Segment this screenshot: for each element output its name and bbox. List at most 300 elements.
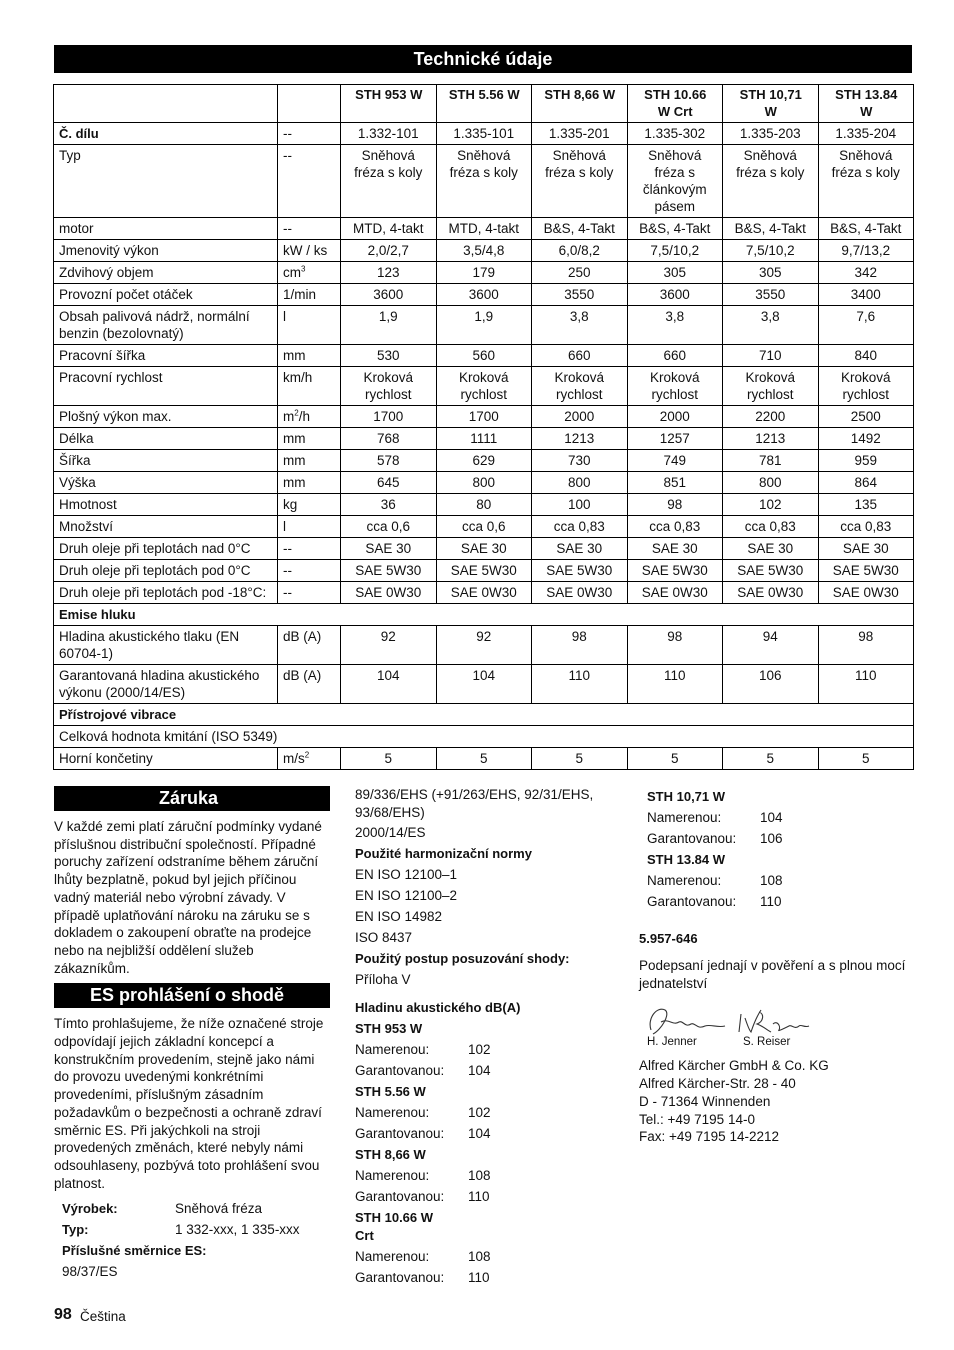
value-cell: 3550 [532,284,628,306]
value-cell: 851 [627,472,723,494]
row-label: Výška [54,472,278,494]
value-cell: 36 [341,494,437,516]
type-label: Typ: [62,1222,89,1238]
unit-text: -- [283,126,292,141]
row-label: Pracovní rychlost [54,367,278,406]
unit-text: m/s [283,751,305,766]
row-unit [278,450,341,472]
model-header: STH 10.66 W Crt [627,85,723,123]
value-cell: 123 [341,262,437,284]
value-cell: 2500 [818,406,914,428]
product-row [54,1198,330,1219]
value-cell: 102 [723,494,819,516]
page-language: Čeština [80,1309,126,1324]
row-label: Zdvihový objem [54,262,278,284]
value-cell: 80 [436,494,532,516]
header-empty-cell [278,85,341,123]
value-cell: SAE 5W30 [341,560,437,582]
table-row [54,472,914,494]
unit-text: mm [283,348,306,363]
table-row [54,406,914,428]
value-cell: 781 [723,450,819,472]
unit-text: mm [283,431,306,446]
row-label: Provozní počet otáček [54,284,278,306]
value-cell: 7,5/10,2 [627,240,723,262]
value-cell: 5 [723,748,819,770]
row-label: Druh oleje při teplotách nad 0°C [54,538,278,560]
header-empty-cell [54,85,278,123]
value-cell: SAE 30 [818,538,914,560]
row-unit [278,494,341,516]
value-cell: SAE 0W30 [532,582,628,604]
standard-item: ISO 8437 [355,930,413,945]
value-cell: 710 [723,345,819,367]
value-cell: 92 [436,626,532,665]
value-cell: B&S, 4-Takt [532,218,628,240]
value-cell: Kroková rychlost [532,367,628,406]
value-cell: 1700 [341,406,437,428]
row-label: Druh oleje při teplotách pod -18°C: [54,582,278,604]
table-row [54,560,914,582]
conformity-heading: ES prohlášení o shodě [54,983,330,1008]
value-cell: 2,0/2,7 [341,240,437,262]
unit-text: km/h [283,370,313,385]
table-row [54,665,914,704]
row-label: Pracovní šířka [54,345,278,367]
table-row [54,582,914,604]
noise-pair-label: Garantovanou: [355,1270,445,1285]
value-cell: 3,8 [532,306,628,345]
address-line: Alfred Kärcher-Str. 28 - 40 [639,1076,796,1092]
value-cell: Kroková rychlost [723,367,819,406]
value-cell: SAE 5W30 [532,560,628,582]
standard-item: EN ISO 12100–2 [355,888,458,903]
noise-model: STH 13.84 W [647,852,726,867]
value-cell: MTD, 4-takt [436,218,532,240]
model-header: STH 8,66 W [532,85,628,123]
row-unit [278,665,341,704]
value-cell: 660 [627,345,723,367]
value-cell: 3400 [818,284,914,306]
table-row [54,145,914,218]
address-line: Tel.: +49 7195 14-0 [639,1111,755,1127]
row-unit [278,582,341,604]
company-address [639,1057,909,1146]
noise-pair-label: Namerenou: [355,1249,430,1264]
value-cell: 530 [341,345,437,367]
noise-pair [647,891,909,912]
value-cell: 1492 [818,428,914,450]
unit-text: dB (A) [283,668,322,683]
row-unit [278,145,341,218]
value-cell: 1111 [436,428,532,450]
value-cell: 100 [532,494,628,516]
directives-label: Příslušné směrnice ES: [62,1243,207,1259]
row-unit [278,262,341,284]
unit-text: kW / ks [283,243,328,258]
row-unit [278,345,341,367]
value-cell: 110 [627,665,723,704]
left-column [54,786,330,1282]
value-cell: 5 [532,748,628,770]
value-cell: 1.335-201 [532,123,628,145]
spec-table [53,84,914,770]
product-label: Výrobek: [62,1201,118,1217]
value-cell: 110 [818,665,914,704]
warranty-text: V každé zemi platí záruční podmínky vydané příslušnou distribuční společností. Případné poruchy zařízení odstraníme během záruční lhůty bezplatně, pokud byl jejich příčinou vadný materiál nebo výrobní závady. V případě uplatňování nároku na záruku se s dokladem o zakoupení obraťte na prodejce nebo na nejbližší oddělení služeb zákazníkům. [54,819,322,976]
directive-item: 2000/14/ES [355,825,426,840]
table-row [54,516,914,538]
noise-pair-label: Garantovanou: [355,1063,445,1078]
procedure-label: Použitý postup posuzování shody: [355,951,570,966]
noise-pair [355,1123,625,1144]
table-row [54,494,914,516]
unit-text: l [283,519,286,534]
noise-pair-value: 104 [760,810,783,825]
value-cell: cca 0,6 [436,516,532,538]
value-cell: 3600 [627,284,723,306]
table-row [54,428,914,450]
value-cell: 106 [723,665,819,704]
row-label: Druh oleje při teplotách pod 0°C [54,560,278,582]
value-cell: 5 [627,748,723,770]
value-cell: 730 [532,450,628,472]
value-cell: 840 [818,345,914,367]
row-label: Hladina akustického tlaku (EN 60704-1) [54,626,278,665]
value-cell: 1.335-203 [723,123,819,145]
value-cell: 5 [341,748,437,770]
value-cell: 98 [627,494,723,516]
doc-number: 5.957-646 [639,931,698,946]
row-unit [278,748,341,770]
unit-text: l [283,309,286,324]
row-unit [278,284,341,306]
value-cell: SAE 0W30 [818,582,914,604]
middle-column [355,786,625,1288]
noise-model: STH 10,71 W [647,789,726,804]
noise-pair-value: 102 [468,1105,491,1120]
value-cell: 1213 [532,428,628,450]
row-unit [278,560,341,582]
value-cell: Kroková rychlost [436,367,532,406]
value-cell: 560 [436,345,532,367]
address-line: D - 71364 Winnenden [639,1093,771,1109]
standards-label: Použité harmonizační normy [355,846,532,861]
noise-pair-label: Garantovanou: [647,894,737,909]
noise-list [355,1018,625,1288]
table-header-row [54,85,914,123]
value-cell: SAE 0W30 [341,582,437,604]
noise-pair-label: Garantovanou: [647,831,737,846]
value-cell: 305 [627,262,723,284]
row-unit [278,406,341,428]
value-cell: SAE 5W30 [723,560,819,582]
value-cell: 5 [818,748,914,770]
value-cell: 250 [532,262,628,284]
row-unit [278,123,341,145]
row-unit [278,538,341,560]
table-row [54,726,914,748]
noise-pair-label: Namerenou: [647,810,722,825]
table-row [54,604,914,626]
noise-pair [355,1102,625,1123]
value-cell: 1.335-302 [627,123,723,145]
directive-item: 89/336/EHS (+91/263/EHS, 92/31/EHS, 93/68/EHS) [355,787,594,820]
right-column [639,786,909,1146]
value-cell: 578 [341,450,437,472]
row-label: Hmotnost [54,494,278,516]
noise-pair-value: 108 [468,1249,491,1264]
noise-pair [355,1060,625,1081]
value-cell: 1,9 [436,306,532,345]
unit-text: -- [283,148,292,163]
unit-text: m [283,409,295,424]
noise-pair [355,1267,625,1288]
page-title: Technické údaje [54,45,912,73]
value-cell: cca 0,83 [627,516,723,538]
noise-pair-label: Namerenou: [647,873,722,888]
warranty-heading: Záruka [54,786,330,811]
procedure-value: Příloha V [355,972,411,987]
value-cell: Sněhová fréza s koly [723,145,819,218]
signed-text: Podepsaní jednají v pověření a s plnou mocí jednatelství [639,958,906,991]
signatures [639,1000,909,1040]
unit-suffix: /h [298,409,310,424]
type-row [54,1219,330,1240]
value-cell: 92 [341,626,437,665]
noise-pair [647,870,909,891]
row-label: Garantovaná hladina akustického výkonu (2000/14/ES) [54,665,278,704]
value-cell: 98 [818,626,914,665]
value-cell: Sněhová fréza s koly [532,145,628,218]
row-unit [278,367,341,406]
address-line: Fax: +49 7195 14-2212 [639,1129,779,1145]
value-cell: cca 0,83 [532,516,628,538]
value-cell: 2200 [723,406,819,428]
noise-pair-label: Garantovanou: [355,1126,445,1141]
value-cell: 98 [627,626,723,665]
signer-1: H. Jenner [647,1036,697,1049]
value-cell: cca 0,83 [818,516,914,538]
model-header: STH 5.56 W [436,85,532,123]
table-row [54,450,914,472]
value-cell: 1213 [723,428,819,450]
noise-pair-value: 110 [468,1270,490,1285]
unit-text: -- [283,221,292,236]
unit-text: -- [283,563,292,578]
noise-pair [355,1186,625,1207]
unit-text: 1/min [283,287,317,302]
value-cell: 1.335-101 [436,123,532,145]
unit-superscript: 3 [301,264,306,274]
table-row [54,626,914,665]
row-unit [278,516,341,538]
unit-superscript: 2 [294,408,299,418]
table-row [54,123,914,145]
unit-text: cm [283,265,301,280]
row-label: Typ [54,145,278,218]
noise-list-continued [639,786,909,912]
noise-pair-value: 110 [760,894,782,909]
table-row [54,218,914,240]
noise-pair-value: 108 [468,1168,491,1183]
value-cell: 864 [818,472,914,494]
noise-pair-value: 104 [468,1126,491,1141]
value-cell: 94 [723,626,819,665]
value-cell: 104 [341,665,437,704]
value-cell: Kroková rychlost [341,367,437,406]
value-cell: 104 [436,665,532,704]
value-cell: 7,5/10,2 [723,240,819,262]
row-label: Jmenovitý výkon [54,240,278,262]
value-cell: 3,8 [723,306,819,345]
value-cell: B&S, 4-Takt [723,218,819,240]
value-cell: SAE 5W30 [627,560,723,582]
row-label: Č. dílu [54,123,278,145]
noise-model: STH 953 W [355,1021,423,1036]
value-cell: 3550 [723,284,819,306]
row-unit [278,306,341,345]
type-value: 1 332-xxx, 1 335-xxx [175,1222,300,1238]
value-cell: 3600 [436,284,532,306]
unit-text: -- [283,541,292,556]
value-cell: B&S, 4-Takt [627,218,723,240]
noise-pair-value: 104 [468,1063,491,1078]
value-cell: 1.335-204 [818,123,914,145]
noise-pair-label: Namerenou: [355,1105,430,1120]
value-cell: 5 [436,748,532,770]
value-cell: MTD, 4-takt [341,218,437,240]
value-cell: Sněhová fréza s koly [341,145,437,218]
row-label: motor [54,218,278,240]
value-cell: 9,7/13,2 [818,240,914,262]
row-label: Obsah palivová nádrž, normální benzin (bezolovnatý) [54,306,278,345]
value-cell: 800 [723,472,819,494]
row-unit [278,218,341,240]
signature-image [639,1000,819,1042]
value-cell: 768 [341,428,437,450]
unit-text: kg [283,497,298,512]
signer-2: S. Reiser [743,1036,791,1049]
value-cell: Sněhová fréza s koly [436,145,532,218]
value-cell: SAE 30 [532,538,628,560]
value-cell: 342 [818,262,914,284]
noise-pair-value: 102 [468,1042,491,1057]
value-cell: SAE 0W30 [627,582,723,604]
value-cell: cca 0,6 [341,516,437,538]
value-cell: 1700 [436,406,532,428]
table-row [54,748,914,770]
standard-item: EN ISO 12100–1 [355,867,458,882]
standard-item: EN ISO 14982 [355,909,443,924]
unit-text: -- [283,585,292,600]
noise-pair [647,807,909,828]
value-cell: 959 [818,450,914,472]
table-row [54,538,914,560]
section-header: Emise hluku [54,604,914,626]
value-cell: 660 [532,345,628,367]
value-cell: 800 [532,472,628,494]
value-cell: 6,0/8,2 [532,240,628,262]
table-row [54,367,914,406]
section-header: Přístrojové vibrace [54,704,914,726]
noise-pair [647,828,909,849]
unit-text: dB (A) [283,629,322,644]
value-cell: Kroková rychlost [818,367,914,406]
noise-pair-label: Namerenou: [355,1168,430,1183]
table-row [54,306,914,345]
noise-pair-value: 110 [468,1189,490,1204]
noise-pair-label: Namerenou: [355,1042,430,1057]
value-cell: 2000 [532,406,628,428]
address-line: Alfred Kärcher GmbH & Co. KG [639,1058,829,1074]
noise-pair-label: Garantovanou: [355,1189,445,1204]
value-cell: SAE 30 [723,538,819,560]
directive-item: 98/37/ES [62,1264,118,1280]
value-cell: 749 [627,450,723,472]
table-row [54,345,914,367]
model-header: STH 13.84 W [818,85,914,123]
value-cell: Sněhová fréza s článkovým pásem [627,145,723,218]
row-label: Množství [54,516,278,538]
noise-pair [355,1246,625,1267]
value-cell: B&S, 4-Takt [818,218,914,240]
value-cell: 3600 [341,284,437,306]
model-header: STH 10,71 W [723,85,819,123]
table-row [54,704,914,726]
value-cell: Kroková rychlost [627,367,723,406]
unit-text: mm [283,453,306,468]
value-cell: 3,5/4,8 [436,240,532,262]
row-label: Plošný výkon max. [54,406,278,428]
row-label: Horní končetiny [54,748,278,770]
value-cell: 629 [436,450,532,472]
noise-pair-value: 106 [760,831,783,846]
value-cell: 179 [436,262,532,284]
conformity-text: Tímto prohlašujeme, že níže označené stroje odpovídají jejich základní koncepcí a konstrukčním provedením, stejně jako námi do provozu uvedenými konkrétními provedeními, příslušným zásadním požadavkům o bezpečnosti a ochraně zdraví směrnic ES. Při jakýchkoli na stroji provedených změnách, které nebyly námi odsouhlaseny, pozbývá toto prohlášení svou platnost. [54,1016,324,1191]
value-cell: 98 [532,626,628,665]
product-value: Sněhová fréza [175,1201,263,1217]
value-cell: cca 0,83 [723,516,819,538]
noise-model: STH 5.56 W [355,1084,426,1099]
noise-model: STH 10.66 W Crt [355,1210,434,1243]
value-cell: SAE 5W30 [818,560,914,582]
row-unit [278,472,341,494]
value-cell: SAE 5W30 [436,560,532,582]
value-cell: SAE 30 [627,538,723,560]
unit-text: mm [283,475,306,490]
value-cell: 645 [341,472,437,494]
row-unit [278,240,341,262]
row-label: Šířka [54,450,278,472]
unit-superscript: 2 [304,750,310,760]
value-cell: 800 [436,472,532,494]
row-unit [278,428,341,450]
value-cell: 1.332-101 [341,123,437,145]
value-cell: 2000 [627,406,723,428]
full-row-label: Celková hodnota kmitání (ISO 5349) [54,726,914,748]
value-cell: 110 [532,665,628,704]
value-cell: SAE 30 [341,538,437,560]
noise-pair [355,1165,625,1186]
table-row [54,284,914,306]
table-row [54,240,914,262]
model-header: STH 953 W [341,85,437,123]
noise-pair-value: 108 [760,873,783,888]
value-cell: 135 [818,494,914,516]
value-cell: 1257 [627,428,723,450]
noise-model: STH 8,66 W [355,1147,426,1162]
